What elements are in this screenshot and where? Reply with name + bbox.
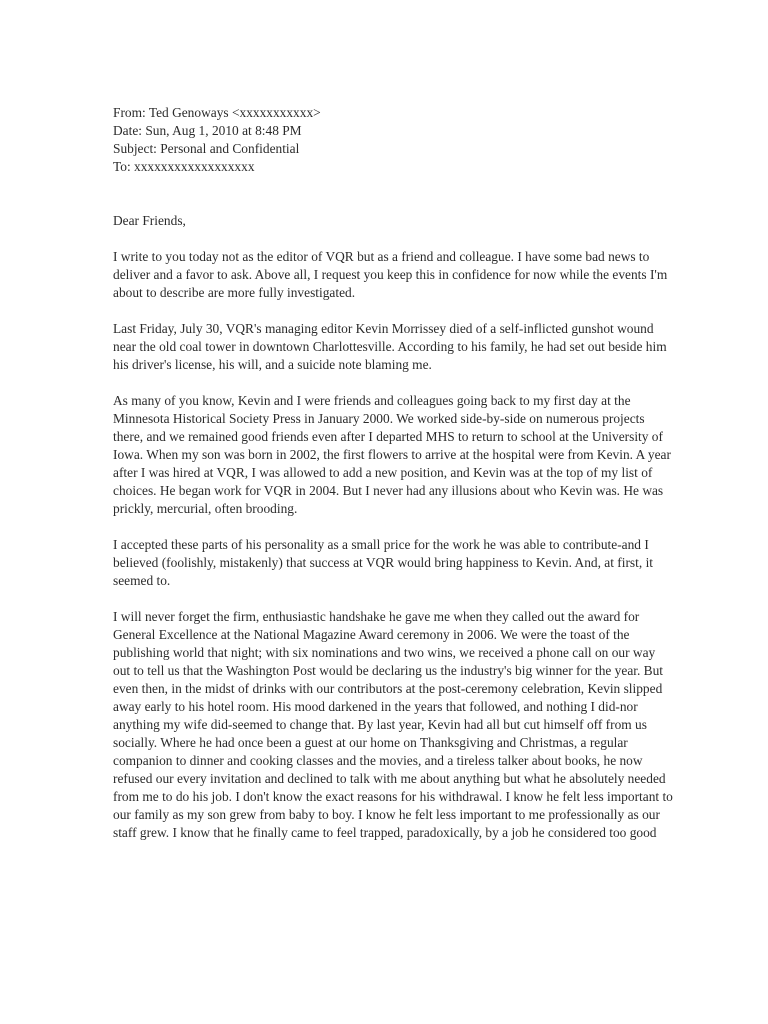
letter-content [113,104,673,860]
paragraph-4: I accepted these parts of his personality as a small price for the work he was able to contribute-and I believed (foolishly, mistakenly) that success at VQR would bring happiness to Kevin. And, at first, it seemed to. [113,537,654,588]
paragraph-5: I will never forget the firm, enthusiastic handshake he gave me when they called out the award for General Excellence at the National Magazine Award ceremony in 2006. We were the toast of the publishing world that night; with six nominations and two wins, we received a phone call on our way out to tell us that the Washington Post would be declaring us the industry's big winner for the year. But even then, in the midst of drinks with our contributors at the post-ceremony celebration, Kevin slipped away early to his hotel room. His mood darkened in the years that followed, and nothing I did-nor anything my wife did-seemed to change that. By last year, Kevin had all but cut himself off from us socially. Where he had once been a guest at our home on Thanksgiving and Christmas, a regular companion to dinner and cooking classes and the movies, and a tireless talker about books, he now refused our every invitation and declined to talk with me about anything but what he absolutely needed from me to do his job. I don't know the exact reasons for his withdrawal. I know he felt less important to our family as my son grew from baby to boy. I know he felt less important to me professionally as our staff grew. I know that he finally came to feel trapped, paradoxically, by a job he considered too good [113,609,673,840]
date-line: Date: Sun, Aug 1, 2010 at 8:48 PM [113,123,302,138]
paragraph-2: Last Friday, July 30, VQR's managing editor Kevin Morrissey died of a self-inflicted gunshot wound near the old coal tower in downtown Charlottesville. According to his family, he had set out beside him his driver's license, his will, and a suicide note blaming me. [113,321,667,372]
from-line: From: Ted Genoways <xxxxxxxxxxx> [113,105,321,120]
email-header [113,104,673,176]
salutation: Dear Friends, [113,213,186,228]
paragraph-3: As many of you know, Kevin and I were friends and colleagues going back to my first day at the Minnesota Historical Society Press in January 2000. We worked side-by-side on numerous projects there, and we remained good friends even after I departed MHS to return to school at the University of Iowa. When my son was born in 2002, the first flowers to arrive at the hospital were from Kevin. A year after I was hired at VQR, I was allowed to add a new position, and Kevin was at the top of my list of choices. He began work for VQR in 2004. But I never had any illusions about who Kevin was. He was prickly, mercurial, often brooding. [113,393,671,516]
paragraph-1: I write to you today not as the editor of VQR but as a friend and colleague. I have some bad news to deliver and a favor to ask. Above all, I request you keep this in confidence for now while the events I'm about to describe are more fully investigated. [113,249,668,300]
subject-line: Subject: Personal and Confidential [113,141,300,156]
to-line: To: xxxxxxxxxxxxxxxxxx [113,159,255,174]
